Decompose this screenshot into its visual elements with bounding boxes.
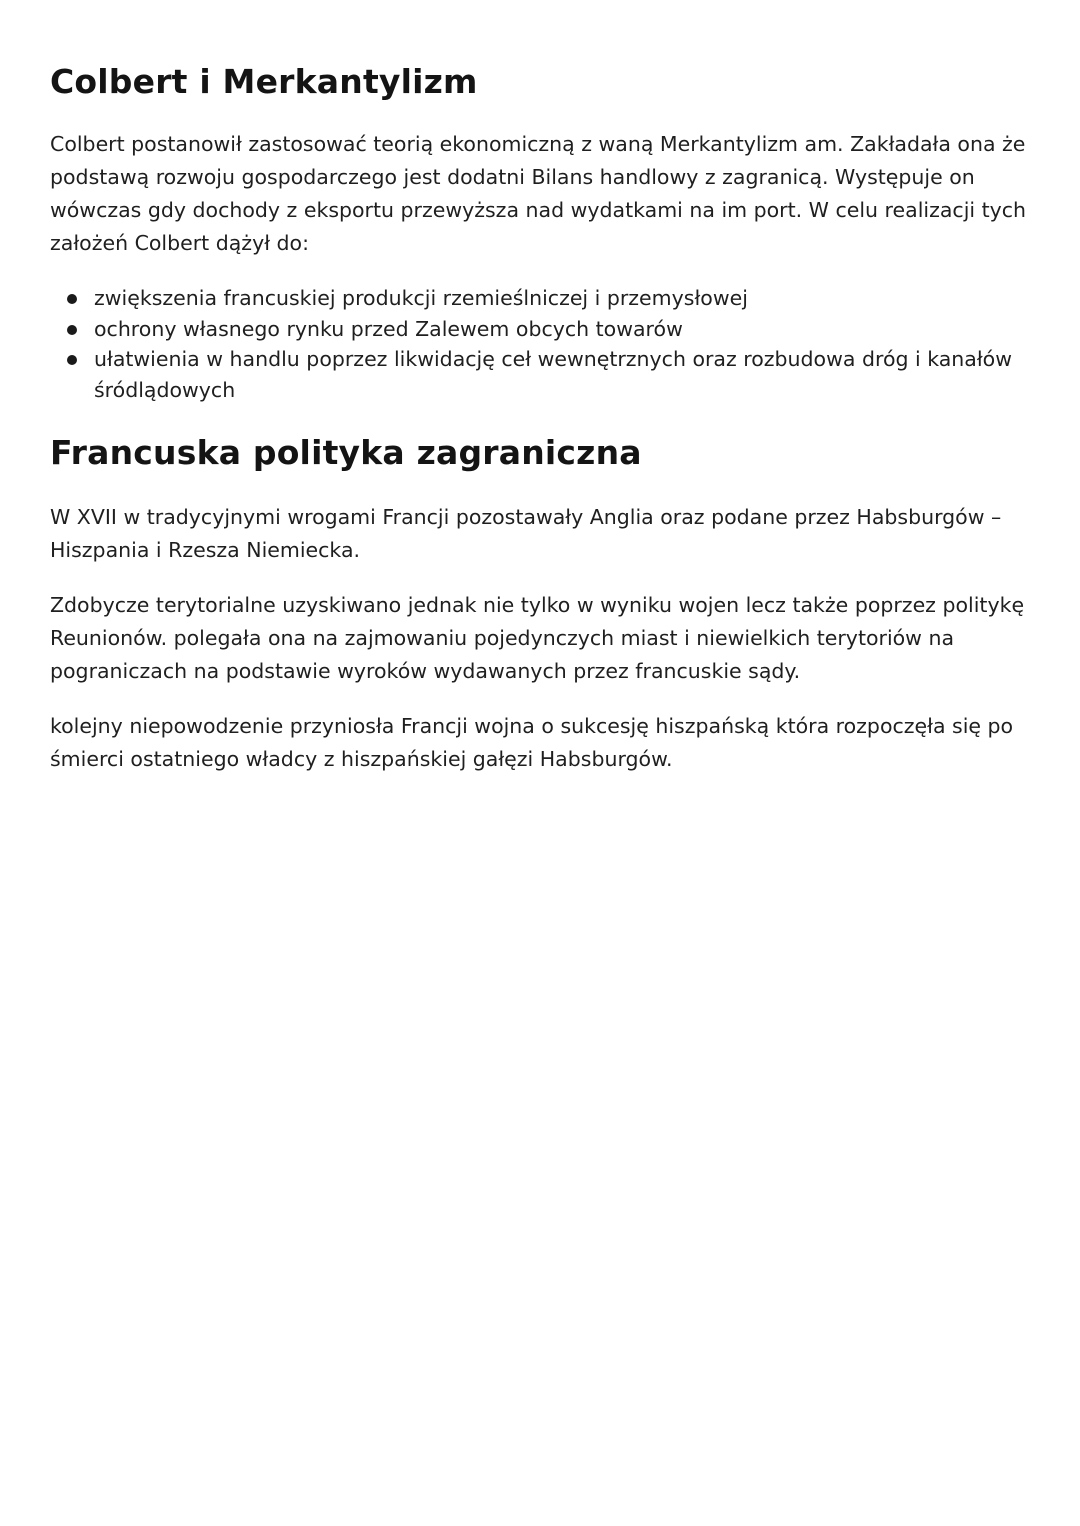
paragraph-reunions: Zdobycze terytorialne uzyskiwano jednak nie tylko w wyniku wojen lecz także poprzez politykę Reunionów. polegała ona na zajmowaniu pojedynczych miast i niewielkich terytoriów na pograniczach na podstawie wyroków wydawanych przez francuskie sądy. xyxy=(50,593,1025,683)
bullet-text: ułatwienia w handlu poprzez likwidację ceł wewnętrznych oraz rozbudowa dróg i kanałów śródlądowych xyxy=(94,347,1012,402)
section-heading-foreign-policy: Francuska polityka zagraniczna xyxy=(50,433,642,472)
section-heading-colbert: Colbert i Merkantylizm xyxy=(50,62,478,101)
bullet-icon xyxy=(67,355,77,365)
bullet-item xyxy=(50,344,1030,405)
bullet-text: zwiększenia francuskiej produkcji rzemieślniczej i przemysłowej xyxy=(94,286,748,310)
bullet-list-colbert-goals xyxy=(50,283,1030,405)
bullet-icon xyxy=(67,294,77,304)
paragraph-succession-war: kolejny niepowodzenie przyniosła Francji wojna o sukcesję hiszpańską która rozpoczęła się po śmierci ostatniego władcy z hiszpańskiej gałęzi Habsburgów. xyxy=(50,714,1014,771)
document-page xyxy=(50,58,1030,798)
paragraph-mercantilism-intro: Colbert postanowił zastosować teorią ekonomiczną z waną Merkantylizm am. Zakładała ona że podstawą rozwoju gospodarczego jest dodatni Bilans handlowy z zagranicą. Występuje on wówczas gdy dochody z eksportu przewyższa nad wydatkami na im port. W celu realizacji tych założeń Colbert dążył do: xyxy=(50,132,1027,255)
bullet-icon xyxy=(67,325,77,335)
paragraph-enemies: W XVII w tradycyjnymi wrogami Francji pozostawały Anglia oraz podane przez Habsburgów – Hiszpania i Rzesza Niemiecka. xyxy=(50,505,1002,562)
bullet-item xyxy=(50,314,1030,345)
bullet-text: ochrony własnego rynku przed Zalewem obcych towarów xyxy=(94,316,683,341)
bullet-item xyxy=(50,283,1030,314)
